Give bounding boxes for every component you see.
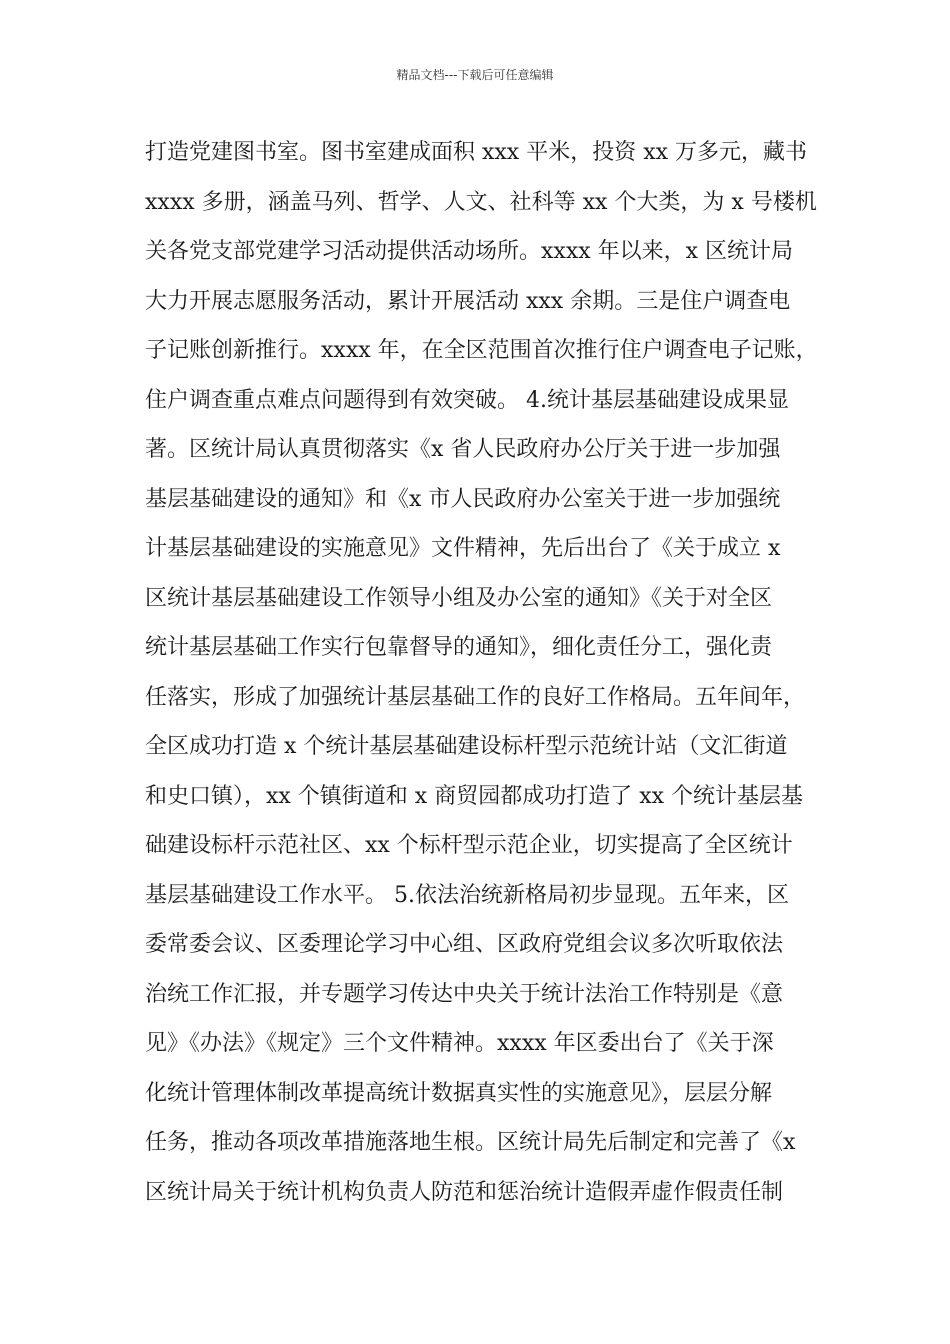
text-line: 任务，推动各项改革措施落地生根。区统计局先后制定和完善了《x xyxy=(145,1130,796,1155)
text-line: 打造党建图书室。图书室建成面积 xxx 平米，投资 xx 万多元，藏书 xyxy=(145,140,808,165)
text-line: 基层基础建设工作水平。 5.依法治统新格局初步显现。五年来，区 xyxy=(145,882,789,908)
text-line: 全区成功打造 x 个统计基层基础建设标杆型示范统计站（文汇街道 xyxy=(145,734,788,759)
page-header: 精品文档---下载后可任意编辑 xyxy=(396,68,554,82)
text-line: 见》《办法》《规定》三个文件精神。xxxx 年区委出台了《关于深 xyxy=(145,1031,774,1056)
text-line: 任落实，形成了加强统计基层基础工作的良好工作格局。五年间年， xyxy=(145,684,806,710)
text-line: 大力开展志愿服务活动，累计开展活动 xxx 余期。三是住户调查电 xyxy=(145,288,791,314)
text-line: xxxx 多册，涵盖马列、哲学、人文、社科等 xx 个大类，为 x 号楼机 xyxy=(145,189,817,215)
text-line: 区统计基层基础建设工作领导小组及办公室的通知》《关于对全区 xyxy=(145,585,773,611)
text-line: 区统计局关于统计机构负责人防范和惩治统计造假弄虚作假责任制 xyxy=(145,1179,784,1205)
text-line: 著。区统计局认真贯彻落实《x 省人民政府办公厅关于进一步加强 xyxy=(145,437,781,462)
text-line: 关各党支部党建学习活动提供活动场所。xxxx 年以来，x 区统计局 xyxy=(145,239,794,264)
text-line: 治统工作汇报，并专题学习传达中央关于统计法治工作特别是《意 xyxy=(145,981,784,1007)
text-line: 基层基础建设的通知》和《x 市人民政府办公室关于进一步加强统 xyxy=(145,486,781,512)
text-line: 和史口镇），xx 个镇街道和 x 商贸园都成功打造了 xx 个统计基层基 xyxy=(145,783,804,809)
text-line: 础建设标杆示范社区、xx 个标杆型示范企业，切实提高了全区统计 xyxy=(145,833,793,858)
text-line: 计基层基础建设的实施意见》文件精神，先后出台了《关于成立 x xyxy=(145,536,781,561)
text-line: 化统计管理体制改革提高统计数据真实性的实施意见》，层层分解 xyxy=(145,1080,773,1106)
text-line: 委常委会议、区委理论学习中心组、区政府党组会议多次听取依法 xyxy=(145,932,784,957)
document-body xyxy=(145,128,825,1217)
text-line: 统计基层基础工作实行包靠督导的通知》，细化责任分工，强化责 xyxy=(145,635,773,660)
text-line: 住户调查重点难点问题得到有效突破。 4.统计基层基础建设成果显 xyxy=(145,387,789,413)
text-line: 子记账创新推行。xxxx 年，在全区范围首次推行住户调查电子记账， xyxy=(145,338,818,363)
